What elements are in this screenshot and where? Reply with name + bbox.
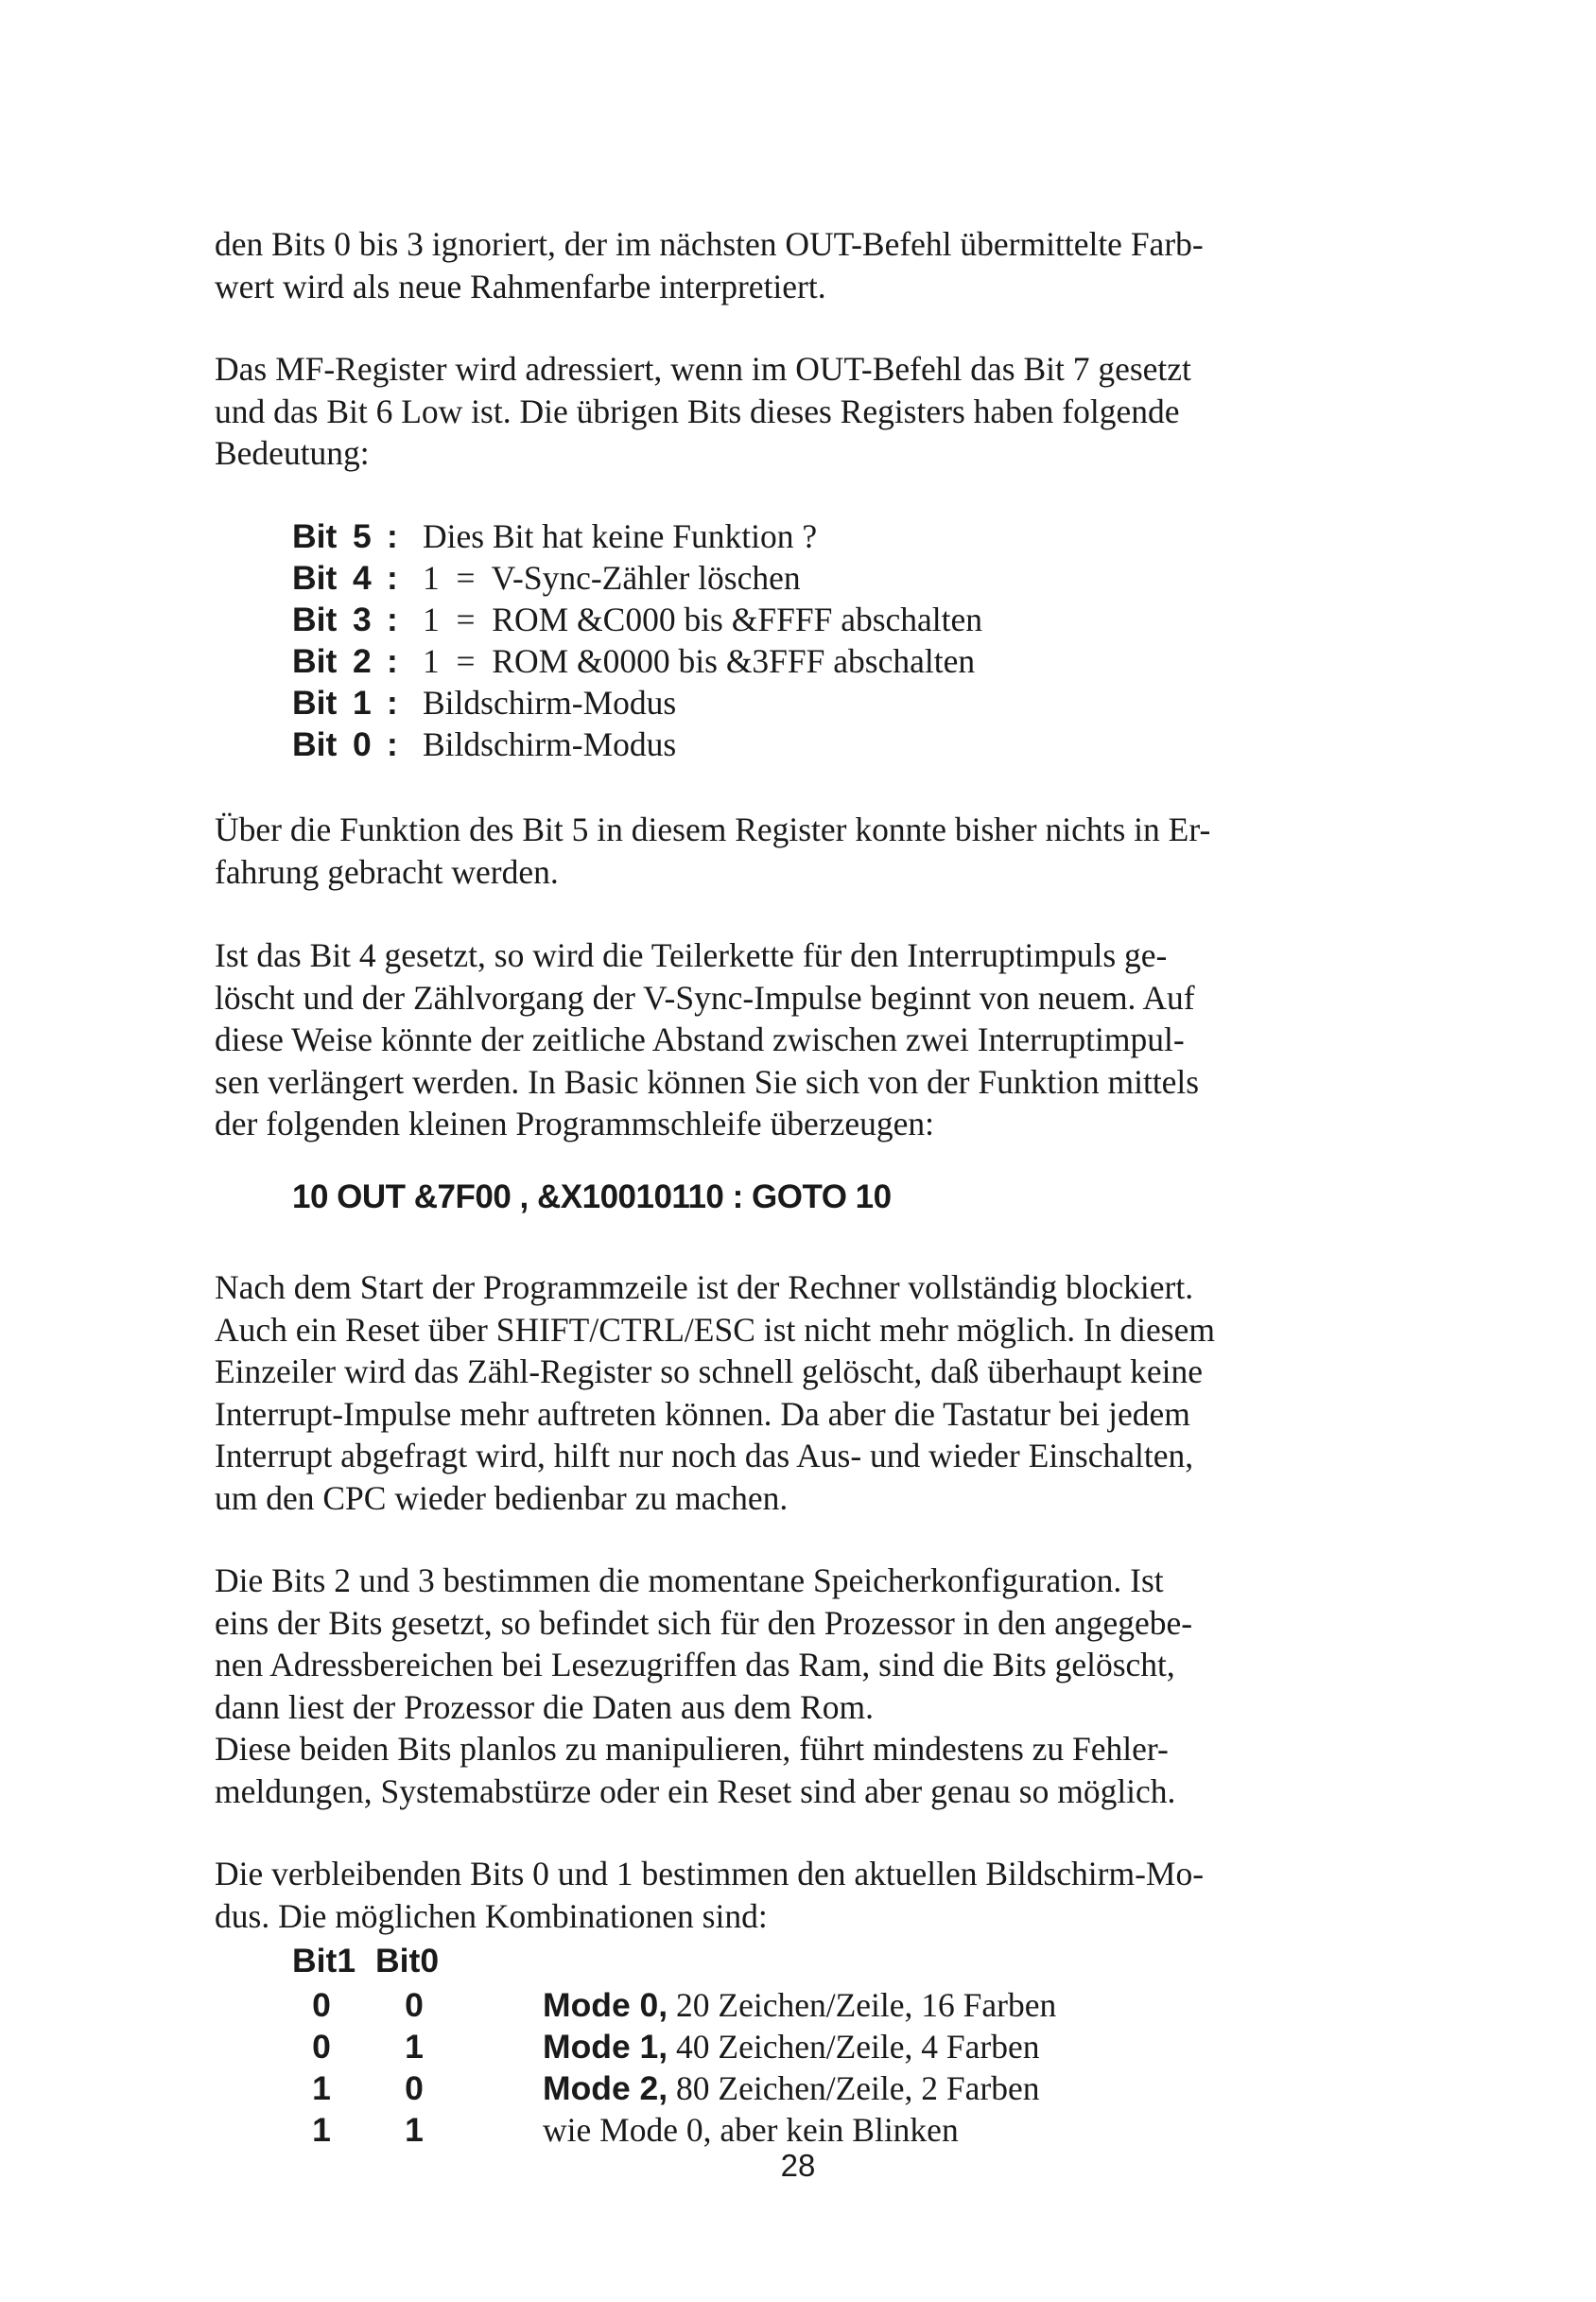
- bit-row: [292, 682, 982, 724]
- bit-colon: :: [387, 517, 398, 555]
- mode-details: 20 Zeichen/Zeile, 16 Farben: [668, 1986, 1057, 2024]
- text-line: Auch ein Reset über SHIFT/CTRL/ESC ist nicht mehr möglich. In diesem: [215, 1310, 1215, 1349]
- mode-description: [464, 2110, 959, 2150]
- text-line: Interrupt-Impulse mehr auftreten können. Da aber die Tastatur bei jedem: [215, 1394, 1190, 1433]
- mode-row: [292, 2110, 1056, 2152]
- bit1-value: 0: [312, 1986, 331, 2024]
- bit1-value: 0: [312, 2028, 331, 2066]
- mode-description: [464, 2068, 1039, 2108]
- bit-label: Bit: [292, 601, 338, 638]
- bit-label: Bit: [292, 559, 338, 597]
- bit-colon: :: [387, 601, 398, 638]
- bit-description: 1 = ROM &0000 bis &3FFF abschalten: [423, 642, 976, 680]
- bit0-value: 0: [405, 1986, 424, 2024]
- text-line: Interrupt abgefragt wird, hilft nur noch das Aus- und wieder Einschalten,: [215, 1437, 1194, 1474]
- text-line: meldungen, Systemabstürze oder ein Reset sind aber genau so möglich.: [215, 1771, 1176, 1810]
- screen-mode-table: [292, 1942, 1056, 2152]
- text-line: Bedeutung:: [215, 434, 370, 472]
- text-line: dann liest der Prozessor die Daten aus dem Rom.: [215, 1687, 875, 1726]
- bit-colon: :: [387, 642, 398, 680]
- bit-number: 5: [353, 517, 372, 555]
- paragraph-5: [215, 1266, 1458, 1519]
- page-number: 28: [780, 2148, 816, 2183]
- bit-row: [292, 515, 982, 557]
- paragraph-1: [215, 223, 1458, 307]
- bit1-value: 1: [312, 2069, 331, 2107]
- paragraph-6: [215, 1560, 1458, 1812]
- bit-label: Bit: [292, 725, 338, 763]
- bit-description: Bildschirm-Modus: [423, 725, 677, 763]
- bit0-value: 0: [405, 2069, 424, 2107]
- mode-description: [464, 2027, 1039, 2067]
- mode-details: wie Mode 0, aber kein Blinken: [543, 2111, 959, 2149]
- paragraph-3: [215, 809, 1458, 893]
- bit-function-table: [292, 515, 982, 765]
- bit-colon: :: [387, 725, 398, 763]
- mode-name: Mode 0,: [543, 1986, 668, 2024]
- bit-number: 3: [353, 601, 372, 638]
- bit-row: [292, 599, 982, 640]
- bit-number: 2: [353, 642, 372, 680]
- text-line: nen Adressbereichen bei Lesezugriffen das Ram, sind die Bits gelöscht,: [215, 1646, 1175, 1683]
- mode-details: 40 Zeichen/Zeile, 4 Farben: [668, 2028, 1040, 2066]
- bit-row: [292, 557, 982, 599]
- text-line: den Bits 0 bis 3 ignoriert, der im nächsten OUT-Befehl übermittelte Farb-: [215, 225, 1204, 263]
- bit-label: Bit: [292, 642, 338, 680]
- paragraph-7: [215, 1853, 1458, 1937]
- bit-description: 1 = V-Sync-Zähler löschen: [423, 559, 801, 597]
- basic-code-line: 10 OUT &7F00 , &X10010110 : GOTO 10: [292, 1178, 892, 1215]
- bit-label: Bit: [292, 684, 338, 722]
- bit-colon: :: [387, 684, 398, 722]
- mode-name: Mode 2,: [543, 2069, 668, 2107]
- text-line: diese Weise könnte der zeitliche Abstand zwischen zwei Interruptimpul-: [215, 1020, 1185, 1058]
- bit1-value: 1: [312, 2111, 331, 2149]
- text-line: Einzeiler wird das Zähl-Register so schnell gelöscht, daß überhaupt keine: [215, 1352, 1203, 1390]
- mode-details: 80 Zeichen/Zeile, 2 Farben: [668, 2069, 1040, 2107]
- text-line: sen verlängert werden. In Basic können Sie sich von der Funktion mittels: [215, 1062, 1200, 1101]
- mode-table-header: [292, 1942, 1056, 1985]
- text-line: eins der Bits gesetzt, so befindet sich für den Prozessor in den angegebe-: [215, 1603, 1193, 1642]
- mode-name: Mode 1,: [543, 2028, 668, 2066]
- mode-row: [292, 2068, 1056, 2110]
- bit-number: 1: [353, 684, 372, 722]
- bit-row: [292, 724, 982, 765]
- text-line: Diese beiden Bits planlos zu manipulieren, führt mindestens zu Fehler-: [215, 1730, 1169, 1768]
- text-line: der folgenden kleinen Programmschleife überzeugen:: [215, 1105, 934, 1142]
- text-line: löscht und der Zählvorgang der V-Sync-Impulse beginnt von neuem. Auf: [215, 978, 1195, 1017]
- bit0-value: 1: [405, 2111, 424, 2149]
- header-bit0: Bit0: [375, 1942, 440, 1979]
- text-line: und das Bit 6 Low ist. Die übrigen Bits dieses Registers haben folgende: [215, 392, 1180, 430]
- header-bit1: Bit1: [292, 1942, 356, 1979]
- mode-description: [464, 1985, 1056, 2025]
- mode-row: [292, 1985, 1056, 2027]
- bit-description: Dies Bit hat keine Funktion ?: [423, 517, 818, 555]
- bit-description: 1 = ROM &C000 bis &FFFF abschalten: [423, 601, 983, 638]
- text-line: Die Bits 2 und 3 bestimmen die momentane Speicherkonfiguration. Ist: [215, 1561, 1164, 1599]
- bit0-value: 1: [405, 2028, 424, 2066]
- bit-row: [292, 640, 982, 682]
- text-line: wert wird als neue Rahmenfarbe interpretiert.: [215, 267, 826, 305]
- text-line: dus. Die möglichen Kombinationen sind:: [215, 1896, 768, 1935]
- bit-description: Bildschirm-Modus: [423, 684, 677, 722]
- text-line: fahrung gebracht werden.: [215, 852, 559, 891]
- paragraph-4: [215, 934, 1458, 1145]
- bit-number: 0: [353, 725, 372, 763]
- text-line: Die verbleibenden Bits 0 und 1 bestimmen den aktuellen Bildschirm-Mo-: [215, 1855, 1205, 1892]
- mode-row: [292, 2027, 1056, 2068]
- text-line: Nach dem Start der Programmzeile ist der Rechner vollständig blockiert.: [215, 1268, 1194, 1306]
- bit-number: 4: [353, 559, 372, 597]
- paragraph-2: [215, 348, 1458, 475]
- bit-label: Bit: [292, 517, 338, 555]
- text-line: Ist das Bit 4 gesetzt, so wird die Teilerkette für den Interruptimpuls ge-: [215, 936, 1168, 974]
- text-line: um den CPC wieder bedienbar zu machen.: [215, 1478, 789, 1517]
- text-line: Über die Funktion des Bit 5 in diesem Register konnte bisher nichts in Er-: [215, 811, 1211, 848]
- bit-colon: :: [387, 559, 398, 597]
- text-line: Das MF-Register wird adressiert, wenn im OUT-Befehl das Bit 7 gesetzt: [215, 350, 1191, 388]
